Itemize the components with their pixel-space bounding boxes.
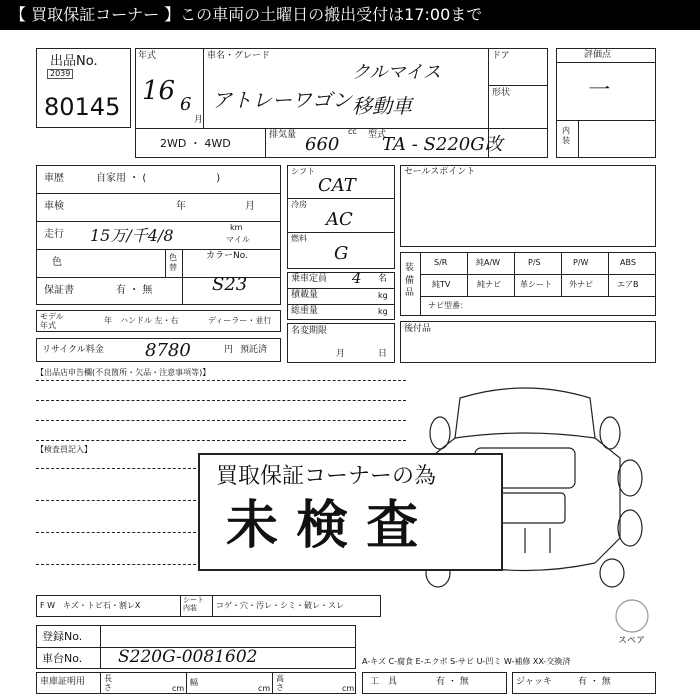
jack-label: ジャッキ <box>516 677 552 687</box>
weight-unit: kg <box>378 307 388 316</box>
rating-label: 評価点 <box>584 50 612 60</box>
load-unit: kg <box>378 291 388 300</box>
cert-width: 幅 <box>190 678 198 687</box>
car-name: アトレーワゴン <box>212 88 352 112</box>
equip-sr: S/R <box>434 258 448 267</box>
history-value: 自家用 ・ ( ) <box>96 173 221 184</box>
aircon-label: 冷房 <box>291 200 307 209</box>
shape-label: 形状 <box>492 88 511 98</box>
dealer-value: ディーラー・並行 <box>208 316 272 325</box>
displacement-label: 排気量 <box>269 130 297 140</box>
lot-stamp: 2039 <box>47 69 73 79</box>
shift-value: CAT <box>318 175 356 196</box>
year-month-unit: 月 <box>194 115 204 125</box>
color-no-value: S23 <box>212 274 248 295</box>
car-grade-1: クルマイス <box>352 62 441 83</box>
equip-tv: 純TV <box>432 280 451 289</box>
stamp-line2: 未 検 査 <box>226 496 419 556</box>
history-label: 車歴 <box>44 173 64 184</box>
displacement-value: 660 <box>305 134 340 155</box>
equip-abs: ABS <box>620 258 636 267</box>
recycle-unit: 円 <box>224 345 234 355</box>
equip-airbag: エアB <box>617 280 639 289</box>
lot-label: 出品No. <box>50 54 98 69</box>
reg-period-month: 月 <box>336 349 346 359</box>
equip-navi-model: ナビ型番： <box>428 301 468 310</box>
color-label: 色 <box>52 257 62 268</box>
rating-value: 一 <box>586 78 609 103</box>
seat-label: シート内装 <box>183 596 204 613</box>
chassis-label: 車台No. <box>42 652 83 665</box>
year-value: 16 <box>142 76 176 106</box>
inspection-year: 年 <box>176 201 186 212</box>
cert-width-unit: cm <box>258 684 271 693</box>
fuel-label: 燃料 <box>291 234 307 243</box>
weight-label: 総重量 <box>291 306 319 316</box>
tools-label: 工 具 <box>370 677 398 687</box>
displacement-unit: cc <box>348 127 357 136</box>
car-grade-2: 移動車 <box>352 94 412 118</box>
color-no-label: カラーNo. <box>206 251 248 261</box>
banner: 【 買取保証コーナー 】この車両の土曜日の搬出受付は17:00まで <box>0 0 700 30</box>
equip-navi: 純ナビ <box>477 280 501 289</box>
equipment-label: 装備品 <box>405 263 415 299</box>
shift-label: シフト <box>291 167 315 176</box>
model-year-unit: 年 <box>104 316 112 325</box>
certificate-label: 車庫証明用 <box>40 677 86 687</box>
jack-value: 有 ・ 無 <box>578 677 611 687</box>
seat-notes: コゲ・穴・汚レ・シミ・破レ・スレ <box>216 601 344 610</box>
mileage-value: 15万/千4/8 <box>90 226 174 245</box>
door-label: ドア <box>492 51 510 61</box>
capacity-unit: 名 <box>378 274 388 284</box>
postfit-box <box>400 321 656 363</box>
postfit-label: 後付品 <box>404 324 432 334</box>
aircon-value: AC <box>326 209 353 230</box>
registration-label: 登録No. <box>42 630 83 643</box>
fw-value: F W キズ・トビ石・割レX <box>40 601 141 610</box>
cert-height: 高さ <box>276 674 284 692</box>
equip-pw: P/W <box>573 258 589 267</box>
cert-length-unit: cm <box>172 684 185 693</box>
seller-notes-label: 【出品店申告欄(不良箇所・欠品・注意事項等)】 <box>36 368 211 377</box>
mileage-unit-mile: マイル <box>226 235 250 244</box>
chassis-value: S220G-0081602 <box>118 647 258 667</box>
year-month: 6 <box>180 94 192 115</box>
spare-label: スペア <box>618 636 646 646</box>
year-label: 年式 <box>138 51 157 61</box>
model-label: 型式 <box>368 130 387 140</box>
drive-type: 2WD ・ 4WD <box>160 137 231 150</box>
capacity-label: 乗車定員 <box>291 274 328 284</box>
stamp-line1: 買取保証コーナーの為 <box>216 464 437 489</box>
model-year-label: モデル年式 <box>40 312 64 330</box>
equip-ps: P/S <box>528 258 541 267</box>
color-change-label: 色替 <box>169 253 177 273</box>
interior-label: 内装 <box>562 126 570 146</box>
equip-aw: 純A/W <box>476 258 501 267</box>
cert-length: 長さ <box>104 674 112 692</box>
equip-ext-navi: 外ナビ <box>569 280 593 289</box>
warranty-value: 有 ・ 無 <box>116 285 153 296</box>
recycle-label: リサイクル料金 <box>42 345 104 355</box>
car-label: 車名・グレード <box>207 51 271 61</box>
inspection-label: 車検 <box>44 201 64 212</box>
reg-period-day: 日 <box>378 349 388 359</box>
sales-point-label: セールスポイント <box>404 167 476 177</box>
inspector-notes-label: 【検査員記入】 <box>36 445 92 454</box>
mileage-unit-km: km <box>230 223 243 232</box>
model-value: TA - S220G改 <box>382 134 503 155</box>
load-label: 積載量 <box>291 290 319 300</box>
warranty-label: 保証書 <box>44 285 74 296</box>
equip-leather: 革シート <box>520 280 552 289</box>
tools-value: 有 ・ 無 <box>436 677 469 687</box>
mileage-label: 走行 <box>44 229 64 240</box>
fuel-value: G <box>334 243 349 264</box>
sales-point-box <box>400 165 656 247</box>
handle-value: ハンドル 左・右 <box>120 316 179 325</box>
capacity-value: 4 <box>352 269 362 287</box>
inspection-month: 月 <box>245 201 255 212</box>
cert-height-unit: cm <box>342 684 355 693</box>
recycle-deposit: 預託済 <box>240 345 268 355</box>
recycle-value: 8780 <box>145 340 191 361</box>
damage-legend: A-キズ C-腐食 E-エクボ S-サビ U-凹ミ W-補修 XX-交換済 <box>362 657 571 666</box>
spare-tire-icon <box>612 596 652 636</box>
lot-number: 80145 <box>44 93 121 121</box>
reg-period-label: 名変期限 <box>291 326 328 336</box>
